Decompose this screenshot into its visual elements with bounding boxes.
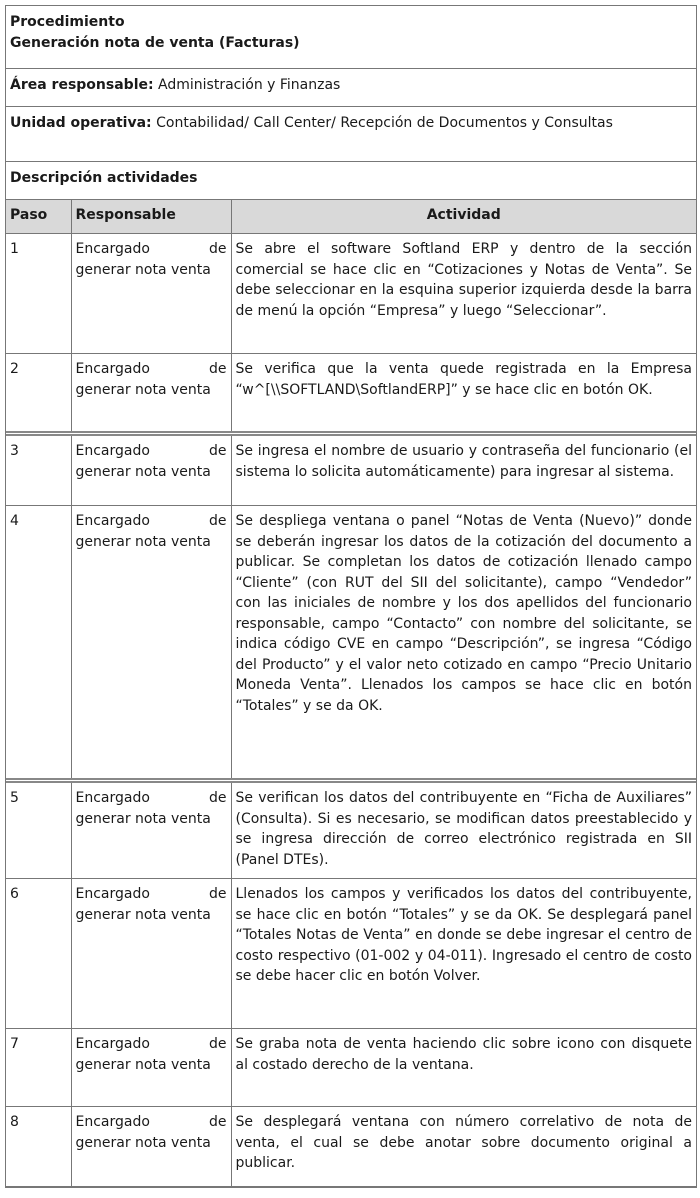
table-row xyxy=(6,1029,696,1107)
step-cell: 6 xyxy=(6,879,71,1029)
responsible-cell: Encargado de generar nota venta xyxy=(71,354,231,434)
area-row xyxy=(6,69,696,107)
column-header-responsible: Responsable xyxy=(71,200,231,234)
unit-label: Unidad operativa: xyxy=(10,115,152,131)
table-row xyxy=(6,354,696,434)
column-header-step: Paso xyxy=(6,200,71,234)
responsible-cell: Encargado de generar nota venta xyxy=(71,781,231,879)
procedure-title: Generación nota de venta (Facturas) xyxy=(10,35,300,51)
step-cell: 2 xyxy=(6,354,71,434)
responsible-cell: Encargado de generar nota venta xyxy=(71,506,231,781)
table-row xyxy=(6,879,696,1029)
procedure-label: Procedimiento xyxy=(10,14,125,30)
activity-cell: Llenados los campos y verificados los datos del contribuyente, se hace clic en botón “Totales” y se da OK. Se desplegará panel “Totales Notas de Venta” en donde se debe ingresar el centro de costo respectivo (01-002 y 04-011). Ingresado el centro de costo se debe hacer clic en botón Volver. xyxy=(231,879,696,1029)
step-cell: 1 xyxy=(6,234,71,354)
procedure-title-block xyxy=(6,6,696,69)
activity-cell: Se desplegará ventana con número correlativo de nota de venta, el cual se debe anotar sobre documento original a publicar. xyxy=(231,1107,696,1187)
description-row xyxy=(6,162,696,199)
table-row xyxy=(6,506,696,781)
activity-cell: Se verifican los datos del contribuyente en “Ficha de Auxiliares” (Consulta). Si es necesario, se modifican datos preestablecido y se ingresa dirección de correo electrónico registrada en SII (Panel DTEs). xyxy=(231,781,696,879)
procedure-document xyxy=(5,5,697,1188)
unit-value: Contabilidad/ Call Center/ Recepción de Documentos y Consultas xyxy=(156,115,613,131)
unit-row xyxy=(6,107,696,162)
table-row xyxy=(6,1107,696,1187)
description-label: Descripción actividades xyxy=(10,170,198,186)
activity-cell: Se despliega ventana o panel “Notas de Venta (Nuevo)” donde se deberán ingresar los datos de la cotización del documento a publicar. Se completan los datos de cotización llenado campo “Cliente” (con RUT del SII del solicitante), campo “Vendedor” con las iniciales de nombre y los dos apellidos del funcionario responsable, campo “Contacto” con nombre del solicitante, se indica código CVE en campo “Descripción”, se ingresa “Código del Producto” y el valor neto cotizado en campo “Precio Unitario Moneda Venta”. Llenados los campos se hace clic en botón “Totales” y se da OK. xyxy=(231,506,696,781)
step-cell: 8 xyxy=(6,1107,71,1187)
table-row xyxy=(6,781,696,879)
activity-cell: Se verifica que la venta quede registrada en la Empresa “w^[\\SOFTLAND\SoftlandERP]” y se hace clic en botón OK. xyxy=(231,354,696,434)
responsible-cell: Encargado de generar nota venta xyxy=(71,1029,231,1107)
activity-cell: Se ingresa el nombre de usuario y contraseña del funcionario (el sistema lo solicita automáticamente) para ingresar al sistema. xyxy=(231,434,696,506)
table-row xyxy=(6,434,696,506)
responsible-cell: Encargado de generar nota venta xyxy=(71,434,231,506)
step-cell: 7 xyxy=(6,1029,71,1107)
responsible-cell: Encargado de generar nota venta xyxy=(71,234,231,354)
activity-cell: Se abre el software Softland ERP y dentro de la sección comercial se hace clic en “Cotizaciones y Notas de Venta”. Se debe seleccionar en la esquina superior izquierda desde la barra de menú la opción “Empresa” y luego “Seleccionar”. xyxy=(231,234,696,354)
responsible-cell: Encargado de generar nota venta xyxy=(71,1107,231,1187)
responsible-cell: Encargado de generar nota venta xyxy=(71,879,231,1029)
step-cell: 4 xyxy=(6,506,71,781)
table-header-row xyxy=(6,200,696,234)
area-value: Administración y Finanzas xyxy=(158,77,341,93)
table-row xyxy=(6,234,696,354)
step-cell: 3 xyxy=(6,434,71,506)
column-header-activity: Actividad xyxy=(231,200,696,234)
activity-cell: Se graba nota de venta haciendo clic sobre icono con disquete al costado derecho de la ventana. xyxy=(231,1029,696,1107)
activities-table xyxy=(6,199,696,1187)
step-cell: 5 xyxy=(6,781,71,879)
area-label: Área responsable: xyxy=(10,77,154,93)
